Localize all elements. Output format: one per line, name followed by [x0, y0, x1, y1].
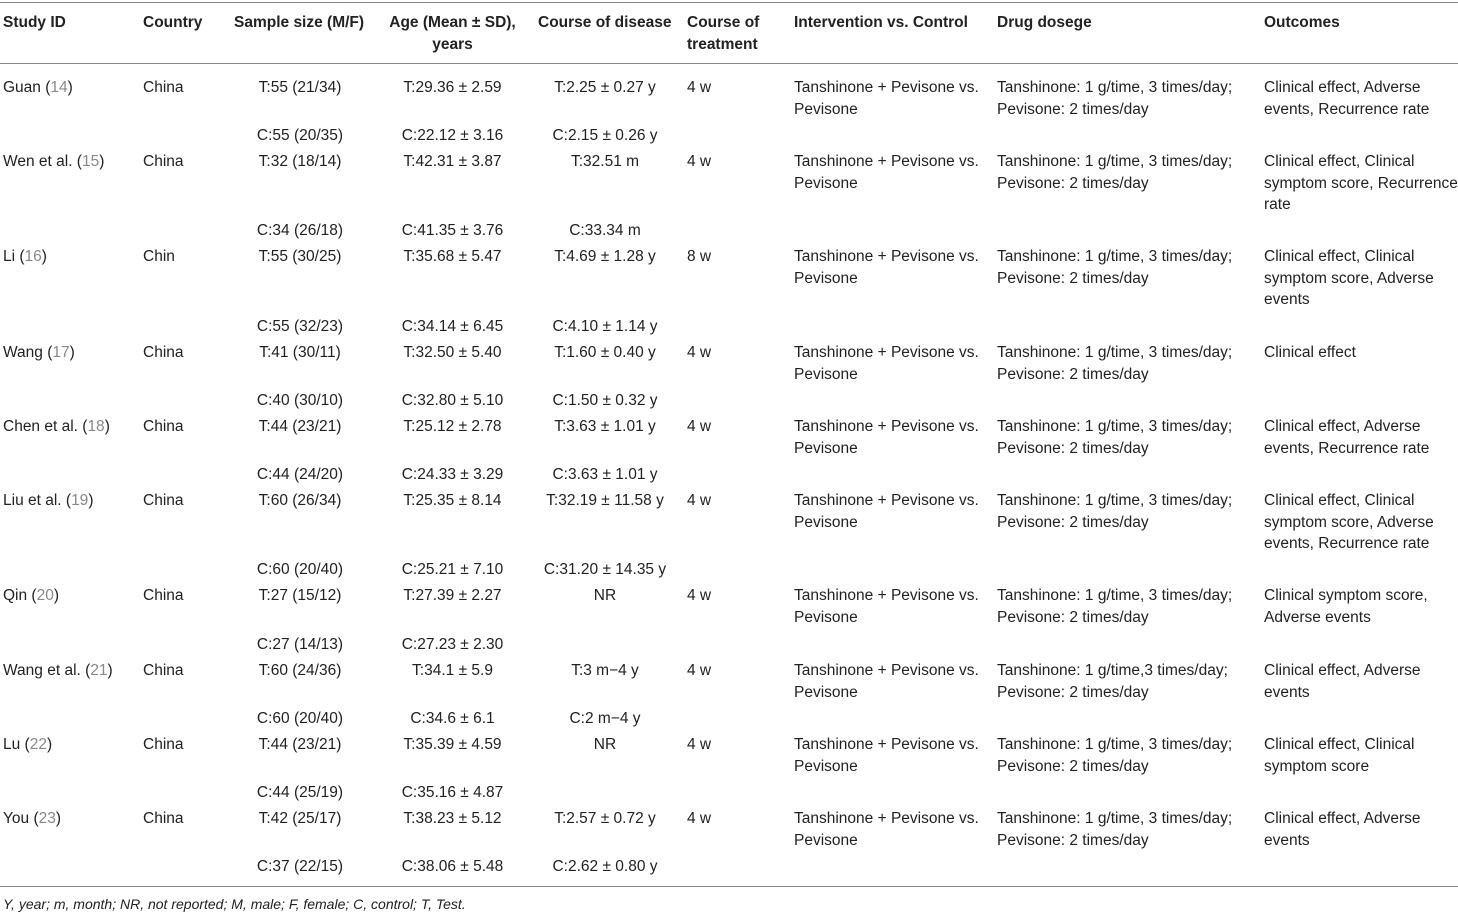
sample-size-test: T:44 (23/21): [258, 418, 342, 435]
country-cell: China: [143, 492, 184, 509]
study-name: Wang et al. (: [3, 662, 91, 679]
course-disease-control: C:3.63 ± 1.01 y: [552, 466, 658, 483]
header-intervention: Intervention vs. Control: [794, 14, 968, 31]
intervention-cell: [794, 808, 979, 851]
course-disease-test: T:4.69 ± 1.28 y: [554, 248, 656, 265]
dosage-line: Pevisone: 2 times/day: [997, 100, 1149, 118]
reference-number: 18: [87, 418, 105, 435]
reference-number: 16: [24, 248, 42, 265]
outcomes-cell: [1264, 151, 1458, 216]
intervention-line: Pevisone: [794, 439, 858, 457]
country-cell: China: [143, 344, 184, 361]
dosage-line: Tanshinone: 1 g/time, 3 times/day;: [997, 153, 1233, 170]
dosage-line: Tanshinone: 1 g/time, 3 times/day;: [997, 248, 1233, 265]
dosage-line: Tanshinone: 1 g/time, 3 times/day;: [997, 587, 1233, 604]
intervention-line: Tanshinone + Pevisone vs.: [794, 418, 979, 435]
intervention-line: Tanshinone + Pevisone vs.: [794, 810, 979, 827]
age-test: T:32.50 ± 5.40: [403, 344, 502, 361]
age-test: T:25.35 ± 8.14: [403, 492, 502, 509]
outcome-line: events, Recurrence rate: [1264, 535, 1430, 552]
outcome-line: Clinical effect, Adverse: [1264, 810, 1421, 827]
course-treatment-cell: 4 w: [687, 79, 712, 96]
course-disease-control: C:31.20 ± 14.35 y: [543, 561, 667, 578]
sample-size-control: C:60 (20/40): [256, 710, 344, 727]
study-id-cell: [3, 416, 110, 438]
intervention-line: Tanshinone + Pevisone vs.: [794, 248, 979, 265]
reference-close: ): [88, 492, 94, 509]
study-name: Li (: [3, 248, 25, 265]
header-sample-size: Sample size (M/F): [234, 14, 365, 31]
sample-size-control: C:34 (26/18): [256, 222, 344, 239]
sample-size-test: T:27 (15/12): [258, 587, 342, 604]
sample-size-test: T:60 (26/34): [258, 492, 342, 509]
country-cell: Chin: [143, 248, 175, 265]
intervention-line: Tanshinone + Pevisone vs.: [794, 153, 979, 170]
country-cell: China: [143, 662, 184, 679]
outcome-line: Adverse events: [1264, 608, 1371, 626]
reference-close: ): [41, 248, 47, 265]
age-control: C:32.80 ± 5.10: [401, 392, 504, 409]
outcome-line: events: [1264, 831, 1310, 849]
age-test: T:42.31 ± 3.87: [403, 153, 502, 170]
age-control: C:35.16 ± 4.87: [401, 784, 504, 801]
outcome-line: rate: [1264, 196, 1291, 213]
outcome-line: Clinical effect: [1264, 344, 1356, 361]
outcomes-cell: [1264, 734, 1414, 777]
outcome-line: events: [1264, 683, 1310, 701]
outcomes-cell: [1264, 660, 1421, 703]
study-id-cell: [3, 490, 93, 512]
dosage-line: Pevisone: 2 times/day: [997, 439, 1149, 457]
age-test: T:25.12 ± 2.78: [403, 418, 502, 435]
reference-close: ): [67, 79, 73, 96]
sample-size-control: C:60 (20/40): [256, 561, 344, 578]
intervention-cell: [794, 416, 979, 459]
course-treatment-cell: 4 w: [687, 736, 712, 753]
sample-size-test: T:32 (18/14): [258, 153, 342, 170]
outcome-line: events, Recurrence rate: [1264, 439, 1430, 457]
outcomes-cell: [1264, 246, 1434, 311]
dosage-line: Pevisone: 2 times/day: [997, 365, 1149, 383]
outcome-line: symptom score: [1264, 757, 1370, 775]
intervention-cell: [794, 342, 979, 385]
age-test: T:35.39 ± 4.59: [403, 736, 502, 753]
dosage-line: Tanshinone: 1 g/time,3 times/day;: [997, 662, 1228, 679]
reference-number: 21: [90, 662, 108, 679]
dosage-line: Tanshinone: 1 g/time, 3 times/day;: [997, 492, 1233, 509]
age-control: C:24.33 ± 3.29: [401, 466, 504, 483]
header-age: [370, 12, 535, 55]
intervention-line: Tanshinone + Pevisone vs.: [794, 492, 979, 509]
country-cell: China: [143, 810, 184, 827]
drug-dosage-cell: [997, 416, 1232, 459]
intervention-line: Pevisone: [794, 831, 858, 849]
course-disease-control: C:2.62 ± 0.80 y: [552, 858, 658, 875]
age-control: C:41.35 ± 3.76: [401, 222, 504, 239]
intervention-line: Tanshinone + Pevisone vs.: [794, 79, 979, 96]
intervention-cell: [794, 734, 979, 777]
intervention-line: Pevisone: [794, 683, 858, 701]
dosage-line: Tanshinone: 1 g/time, 3 times/day;: [997, 79, 1233, 96]
study-name: Guan (: [3, 79, 51, 96]
sample-size-test: T:60 (24/36): [258, 662, 342, 679]
sample-size-control: C:27 (14/13): [256, 636, 344, 653]
outcomes-cell: [1264, 342, 1356, 364]
age-control: C:34.6 ± 6.1: [410, 710, 495, 727]
header-age-line1: Age (Mean ± SD),: [389, 14, 516, 31]
header-course-treatment-line2: treatment: [687, 35, 758, 53]
study-id-cell: [3, 585, 59, 607]
intervention-line: Pevisone: [794, 608, 858, 626]
drug-dosage-cell: [997, 490, 1232, 533]
study-name: Liu et al. (: [3, 492, 72, 509]
dosage-line: Pevisone: 2 times/day: [997, 683, 1149, 701]
drug-dosage-cell: [997, 585, 1232, 628]
outcome-line: symptom score, Adverse: [1264, 269, 1434, 287]
reference-number: 15: [81, 153, 100, 170]
country-cell: China: [143, 79, 184, 96]
dosage-line: Pevisone: 2 times/day: [997, 174, 1149, 192]
intervention-line: Tanshinone + Pevisone vs.: [794, 344, 979, 361]
intervention-line: Pevisone: [794, 269, 858, 287]
course-treatment-cell: 8 w: [687, 248, 712, 265]
outcome-line: Clinical effect, Adverse: [1264, 662, 1421, 679]
course-disease-control: C:2 m−4 y: [569, 710, 641, 727]
study-name: Wang (: [3, 344, 53, 361]
course-disease-test: T:2.25 ± 0.27 y: [554, 79, 656, 96]
reference-close: ): [99, 153, 105, 170]
intervention-cell: [794, 246, 979, 289]
age-test: T:35.68 ± 5.47: [403, 248, 502, 265]
course-treatment-cell: 4 w: [687, 344, 712, 361]
course-disease-test: T:3.63 ± 1.01 y: [554, 418, 656, 435]
outcome-line: symptom score, Recurrence: [1264, 174, 1458, 192]
outcome-line: Clinical effect, Clinical: [1264, 736, 1415, 753]
outcome-line: Clinical effect, Clinical: [1264, 153, 1415, 170]
reference-close: ): [53, 587, 60, 604]
country-cell: China: [143, 418, 184, 435]
drug-dosage-cell: [997, 342, 1232, 385]
study-name: Wen et al. (: [3, 153, 82, 170]
header-drug-dosage: Drug dosege: [997, 14, 1092, 31]
intervention-line: Pevisone: [794, 174, 858, 192]
reference-number: 19: [71, 492, 89, 509]
course-disease-control: C:33.34 m: [569, 222, 641, 239]
sample-size-control: C:55 (32/23): [256, 318, 344, 335]
outcome-line: symptom score, Adverse: [1264, 513, 1434, 531]
drug-dosage-cell: [997, 734, 1232, 777]
study-name: Qin (: [3, 587, 37, 604]
intervention-cell: [794, 585, 979, 628]
course-treatment-cell: 4 w: [687, 587, 712, 604]
header-bottom-rule: [0, 63, 1458, 64]
study-id-cell: [3, 151, 104, 173]
course-disease-control: C:4.10 ± 1.14 y: [552, 318, 658, 335]
intervention-cell: [794, 151, 979, 194]
drug-dosage-cell: [997, 77, 1232, 120]
outcome-line: Clinical effect, Clinical: [1264, 248, 1415, 265]
age-control: C:27.23 ± 2.30: [401, 636, 504, 653]
header-course-disease: Course of disease: [538, 14, 672, 31]
sample-size-control: C:37 (22/15): [256, 858, 344, 875]
country-cell: China: [143, 736, 184, 753]
sample-size-control: C:55 (20/35): [256, 127, 344, 144]
intervention-line: Tanshinone + Pevisone vs.: [794, 587, 979, 604]
sample-size-test: T:42 (25/17): [258, 810, 342, 827]
dosage-line: Tanshinone: 1 g/time, 3 times/day;: [997, 344, 1233, 361]
sample-size-test: T:55 (30/25): [258, 248, 342, 265]
table-bottom-rule: [0, 886, 1458, 887]
reference-number: 14: [50, 79, 68, 96]
drug-dosage-cell: [997, 246, 1232, 289]
intervention-cell: [794, 660, 979, 703]
study-name: You (: [3, 810, 39, 827]
reference-close: ): [69, 344, 75, 361]
outcomes-cell: [1264, 808, 1421, 851]
reference-close: ): [104, 418, 110, 435]
reference-number: 23: [38, 810, 56, 827]
study-id-cell: [3, 246, 47, 268]
dosage-line: Pevisone: 2 times/day: [997, 513, 1149, 531]
outcomes-cell: [1264, 490, 1434, 555]
sample-size-test: T:55 (21/34): [258, 79, 342, 96]
outcome-line: events: [1264, 291, 1310, 308]
drug-dosage-cell: [997, 808, 1232, 851]
age-control: C:34.14 ± 6.45: [401, 318, 504, 335]
intervention-cell: [794, 77, 979, 120]
reference-close: ): [55, 810, 62, 827]
study-id-cell: [3, 808, 61, 830]
sample-size-test: T:41 (30/11): [259, 344, 341, 361]
header-study-id: Study ID: [3, 14, 66, 31]
intervention-line: Tanshinone + Pevisone vs.: [794, 736, 979, 753]
header-country: Country: [143, 14, 203, 31]
outcome-line: Clinical effect, Clinical: [1264, 492, 1415, 509]
outcomes-cell: [1264, 416, 1429, 459]
study-id-cell: [3, 77, 73, 99]
sample-size-control: C:40 (30/10): [256, 392, 344, 409]
drug-dosage-cell: [997, 660, 1228, 703]
course-disease-test: T:32.19 ± 11.58 y: [546, 492, 664, 509]
header-outcomes: Outcomes: [1264, 14, 1340, 31]
header-course-treatment: [687, 12, 759, 55]
study-id-cell: [3, 660, 113, 682]
dosage-line: Pevisone: 2 times/day: [997, 831, 1149, 849]
dosage-line: Pevisone: 2 times/day: [997, 269, 1149, 287]
course-treatment-cell: 4 w: [687, 492, 712, 509]
course-disease-test: T:3 m−4 y: [571, 662, 639, 679]
dosage-line: Pevisone: 2 times/day: [997, 757, 1149, 775]
dosage-line: Pevisone: 2 times/day: [997, 608, 1149, 626]
header-age-line2: years: [432, 35, 473, 53]
outcomes-cell: [1264, 585, 1428, 628]
outcome-line: Clinical symptom score,: [1264, 587, 1428, 604]
sample-size-control: C:44 (25/19): [256, 784, 344, 801]
course-disease-test: T:1.60 ± 0.40 y: [554, 344, 656, 361]
study-id-cell: [3, 342, 75, 364]
age-test: T:27.39 ± 2.27: [403, 587, 502, 604]
study-name: Lu (: [3, 736, 30, 753]
outcome-line: Clinical effect, Adverse: [1264, 79, 1421, 96]
course-disease-test: T:32.51 m: [570, 153, 640, 170]
age-control: C:25.21 ± 7.10: [401, 561, 504, 578]
drug-dosage-cell: [997, 151, 1232, 194]
intervention-line: Pevisone: [794, 757, 858, 775]
course-treatment-cell: 4 w: [687, 153, 712, 170]
study-name: Chen et al. (: [3, 418, 88, 435]
course-disease-test: NR: [593, 587, 617, 604]
dosage-line: Tanshinone: 1 g/time, 3 times/day;: [997, 736, 1233, 753]
reference-number: 22: [29, 736, 47, 753]
reference-close: ): [46, 736, 53, 753]
age-test: T:34.1 ± 5.9: [412, 662, 493, 679]
age-control: C:38.06 ± 5.48: [401, 858, 504, 875]
sample-size-test: T:44 (23/21): [258, 736, 342, 753]
course-disease-test: T:2.57 ± 0.72 y: [554, 810, 656, 827]
intervention-line: Pevisone: [794, 100, 858, 118]
outcomes-cell: [1264, 77, 1429, 120]
study-id-cell: [3, 734, 52, 756]
course-treatment-cell: 4 w: [687, 418, 712, 435]
reference-number: 20: [36, 587, 54, 604]
reference-number: 17: [52, 344, 70, 361]
age-test: T:38.23 ± 5.12: [403, 810, 502, 827]
intervention-cell: [794, 490, 979, 533]
header-course-treatment-line1: Course of: [687, 14, 760, 31]
course-disease-control: C:1.50 ± 0.32 y: [552, 392, 658, 409]
course-treatment-cell: 4 w: [687, 810, 712, 827]
reference-close: ): [107, 662, 113, 679]
intervention-line: Pevisone: [794, 365, 858, 383]
age-test: T:29.36 ± 2.59: [403, 79, 502, 96]
dosage-line: Tanshinone: 1 g/time, 3 times/day;: [997, 418, 1233, 435]
intervention-line: Pevisone: [794, 513, 858, 531]
course-disease-control: C:2.15 ± 0.26 y: [552, 127, 658, 144]
outcome-line: Clinical effect, Adverse: [1264, 418, 1421, 435]
intervention-line: Tanshinone + Pevisone vs.: [794, 662, 979, 679]
sample-size-control: C:44 (24/20): [256, 466, 344, 483]
country-cell: China: [143, 587, 184, 604]
table-footnote: Y, year; m, month; NR, not reported; M, male; F, female; C, control; T, Test.: [3, 896, 466, 912]
course-treatment-cell: 4 w: [687, 662, 712, 679]
table-top-rule: [0, 2, 1458, 3]
country-cell: China: [143, 153, 184, 170]
outcome-line: events, Recurrence rate: [1264, 100, 1430, 118]
age-control: C:22.12 ± 3.16: [401, 127, 504, 144]
course-disease-test: NR: [593, 736, 617, 753]
dosage-line: Tanshinone: 1 g/time, 3 times/day;: [997, 810, 1233, 827]
